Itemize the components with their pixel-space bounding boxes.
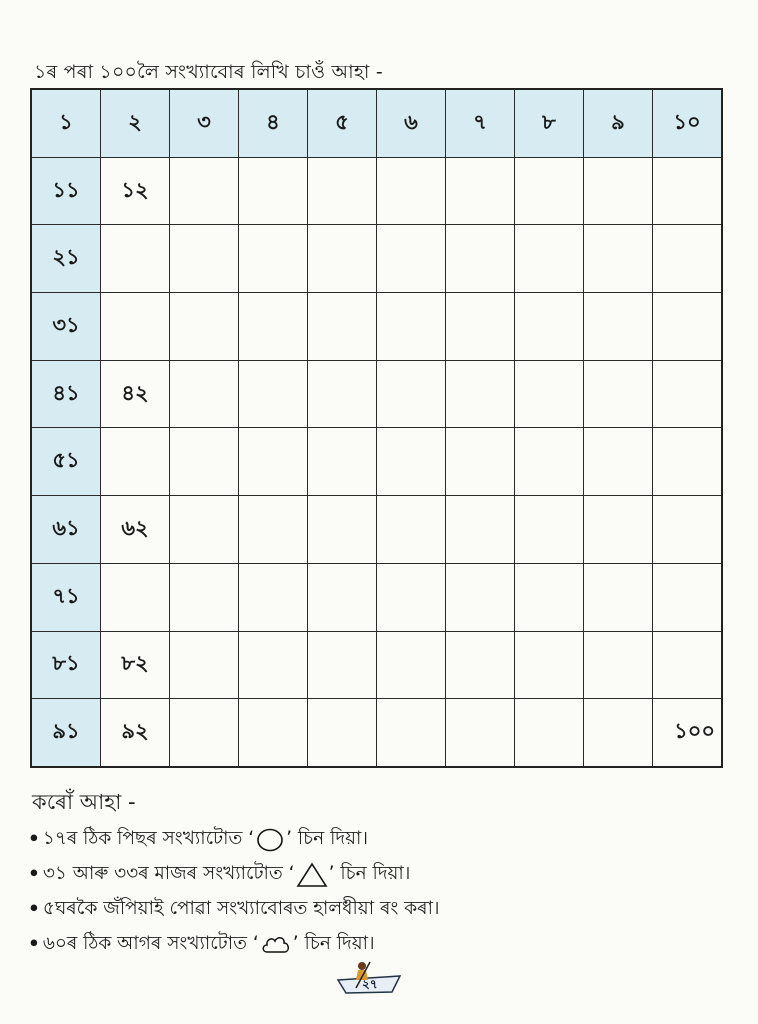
grid-row [31,699,722,767]
task-item-3 [28,892,440,927]
grid-cell [515,293,584,361]
grid-cell [239,699,308,767]
bullet: • [28,829,40,850]
triangle-icon [296,862,328,888]
grid-cell: ২ [101,89,170,157]
task-text: ৩১ আৰু ৩৩ৰ মাজৰ সংখ্যাটোত ‘ [42,863,295,884]
grid-cell [446,360,515,428]
grid-row [31,293,722,361]
section-title: কৰোঁ আহা - [32,790,136,814]
grid-cell [515,360,584,428]
grid-cell [170,699,239,767]
task-item-4 [28,927,440,962]
grid-cell [584,360,653,428]
grid-cell: ৭ [446,89,515,157]
grid-cell [584,699,653,767]
grid-cell: ৪১ [31,360,101,428]
grid-cell [377,428,446,496]
grid-cell [170,225,239,293]
grid-cell [170,293,239,361]
task-text: ৫ঘৰকৈ জঁপিয়াই পোৱা সংখ্যাবোৰত হালধীয়া ৰং কৰা। [42,898,440,919]
grid-row [31,428,722,496]
grid-cell [515,157,584,225]
grid-cell [446,699,515,767]
grid-cell [584,225,653,293]
grid-cell [101,225,170,293]
grid-cell [446,293,515,361]
grid-cell: ১ [31,89,101,157]
grid-cell [584,293,653,361]
grid-row [31,225,722,293]
grid-cell: ৪ [239,89,308,157]
grid-cell [170,360,239,428]
task-item-1 [28,822,440,857]
task-text-end: ’ চিন দিয়া। [286,828,368,849]
grid-cell: ৬২ [101,496,170,564]
task-text-end: ’ চিন দিয়া। [292,933,375,954]
grid-cell [584,496,653,564]
grid-cell: ৬১ [31,496,101,564]
grid-cell [584,631,653,699]
grid-cell [377,563,446,631]
grid-cell [377,157,446,225]
grid-cell [446,428,515,496]
grid-cell: ৮ [515,89,584,157]
grid-cell [515,699,584,767]
grid-cell [308,631,377,699]
grid-cell [239,563,308,631]
grid-cell: ৯১ [31,699,101,767]
grid-cell [515,631,584,699]
grid-row [31,496,722,564]
grid-cell [239,496,308,564]
grid-cell: ৮১ [31,631,101,699]
task-text-end: ’ চিন দিয়া। [328,863,411,884]
grid-cell [308,563,377,631]
bullet: • [28,899,40,920]
grid-cell [377,631,446,699]
grid-cell [308,496,377,564]
grid-cell [101,563,170,631]
grid-cell: ৩ [170,89,239,157]
grid-cell [446,563,515,631]
grid-cell: ৯২ [101,699,170,767]
grid-cell: ৩১ [31,293,101,361]
grid-row [31,360,722,428]
grid-cell: ১০ [653,89,723,157]
grid-cell [377,360,446,428]
grid-cell [308,225,377,293]
grid-cell: ১০০ [653,699,723,767]
grid-cell: ৮২ [101,631,170,699]
grid-cell: ৫১ [31,428,101,496]
grid-cell [515,496,584,564]
grid-cell: ২১ [31,225,101,293]
page-heading: ১ৰ পৰা ১০০লৈ সংখ্যাবোৰ লিখি চাওঁ আহা - [34,61,383,83]
grid-cell [308,293,377,361]
grid-cell: ১১ [31,157,101,225]
grid-cell [584,563,653,631]
grid-cell [377,293,446,361]
grid-cell [239,157,308,225]
grid-row [31,631,722,699]
grid-cell: ৪২ [101,360,170,428]
grid-cell [377,699,446,767]
grid-cell [515,428,584,496]
grid-cell [101,293,170,361]
grid-cell [308,428,377,496]
grid-cell [653,360,723,428]
grid-cell [653,428,723,496]
task-text: ১৭ৰ ঠিক পিছৰ সংখ্যাটোত ‘ [42,828,255,849]
grid-row [31,89,722,157]
grid-cell [239,225,308,293]
grid-cell [653,496,723,564]
grid-cell [653,631,723,699]
grid-cell [377,496,446,564]
grid-cell [653,157,723,225]
grid-cell [170,563,239,631]
grid-row [31,563,722,631]
grid-row [31,157,722,225]
grid-cell [101,428,170,496]
grid-cell [170,631,239,699]
grid-cell [446,225,515,293]
grid-cell [239,428,308,496]
grid-cell [377,225,446,293]
cloud-icon [260,933,292,957]
grid-cell [515,225,584,293]
task-list [28,822,440,962]
grid-cell: ৯ [584,89,653,157]
page-number: ২৭ [362,977,378,991]
grid-cell [446,496,515,564]
bullet: • [28,864,40,885]
grid-cell: ৫ [308,89,377,157]
circle-icon [255,827,285,853]
grid-cell [584,428,653,496]
grid-cell [170,157,239,225]
grid-cell: ১২ [101,157,170,225]
grid-cell [308,157,377,225]
grid-cell [170,428,239,496]
task-text: ৬০ৰ ঠিক আগৰ সংখ্যাটোত ‘ [42,933,259,954]
grid-cell [653,563,723,631]
task-item-2 [28,857,440,892]
grid-cell [653,225,723,293]
grid-cell [308,699,377,767]
grid-cell [653,293,723,361]
number-grid [30,88,723,768]
grid-cell [239,631,308,699]
grid-cell [584,157,653,225]
grid-cell [446,631,515,699]
grid-cell [170,496,239,564]
grid-cell [446,157,515,225]
bullet: • [28,934,40,955]
grid-cell [239,360,308,428]
grid-cell: ৭১ [31,563,101,631]
grid-cell [239,293,308,361]
grid-cell [515,563,584,631]
grid-cell [308,360,377,428]
grid-cell: ৬ [377,89,446,157]
